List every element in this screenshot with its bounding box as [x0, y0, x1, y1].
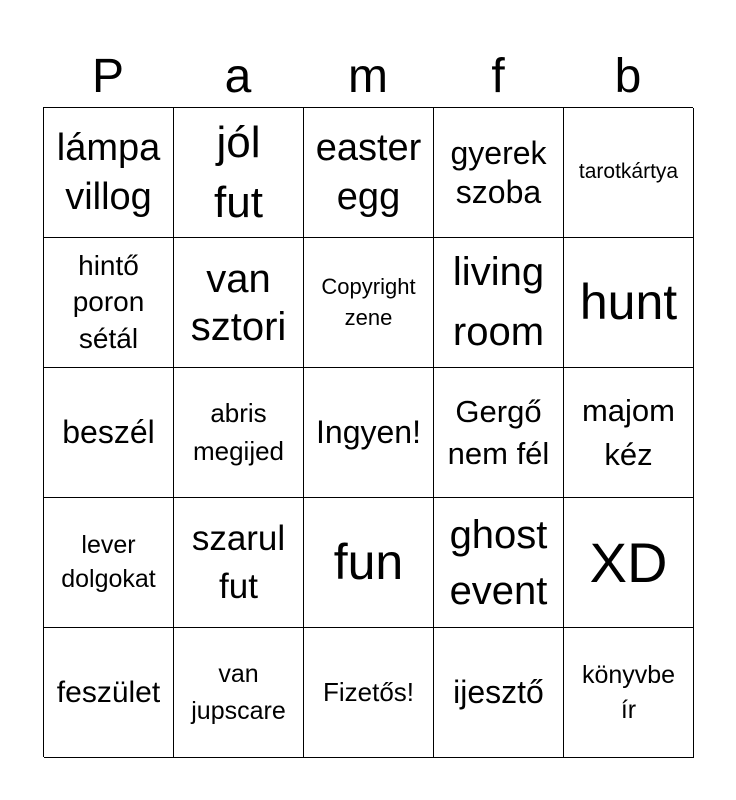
- bingo-cell-r4-c2[interactable]: szarul fut: [174, 498, 304, 628]
- header-letter-4: f: [491, 50, 505, 103]
- bingo-cell-r5-c2[interactable]: van jupscare: [174, 628, 304, 758]
- bingo-cell-r2-c5[interactable]: hunt: [564, 238, 694, 368]
- bingo-board: [43, 107, 693, 757]
- bingo-cell-r3-c1[interactable]: beszél: [44, 368, 174, 498]
- bingo-cell-r5-c3[interactable]: Fizetős!: [304, 628, 434, 758]
- bingo-cell-r2-c2[interactable]: van sztori: [174, 238, 304, 368]
- header-letter-3: m: [348, 50, 388, 103]
- bingo-cell-r4-c5[interactable]: XD: [564, 498, 694, 628]
- bingo-cell-r3-c3[interactable]: Ingyen!: [304, 368, 434, 498]
- bingo-cell-r1-c1[interactable]: lámpa villog: [44, 108, 174, 238]
- bingo-cell-r1-c2[interactable]: jól fut: [174, 108, 304, 238]
- bingo-cell-r2-c1[interactable]: hintő poron sétál: [44, 238, 174, 368]
- bingo-cell-r5-c1[interactable]: feszület: [44, 628, 174, 758]
- header-letter-2: a: [224, 50, 252, 103]
- bingo-cell-r3-c4[interactable]: Gergő nem fél: [434, 368, 564, 498]
- bingo-cell-r1-c5[interactable]: tarotkártya: [564, 108, 694, 238]
- bingo-cell-r1-c4[interactable]: gyerek szoba: [434, 108, 564, 238]
- bingo-cell-r4-c1[interactable]: lever dolgokat: [44, 498, 174, 628]
- bingo-cell-r5-c4[interactable]: ijesztő: [434, 628, 564, 758]
- bingo-cell-r5-c5[interactable]: könyvbe ír: [564, 628, 694, 758]
- header-letter-1: P: [91, 50, 124, 103]
- bingo-cell-r3-c2[interactable]: abris megijed: [174, 368, 304, 498]
- bingo-cell-r2-c3[interactable]: Copyright zene: [304, 238, 434, 368]
- bingo-cell-r4-c3[interactable]: fun: [304, 498, 434, 628]
- bingo-cell-r1-c3[interactable]: easter egg: [304, 108, 434, 238]
- bingo-header: [43, 48, 693, 106]
- header-letter-5: b: [614, 50, 642, 103]
- bingo-cell-r4-c4[interactable]: ghost event: [434, 498, 564, 628]
- bingo-cell-r2-c4[interactable]: living room: [434, 238, 564, 368]
- bingo-cell-r3-c5[interactable]: majom kéz: [564, 368, 694, 498]
